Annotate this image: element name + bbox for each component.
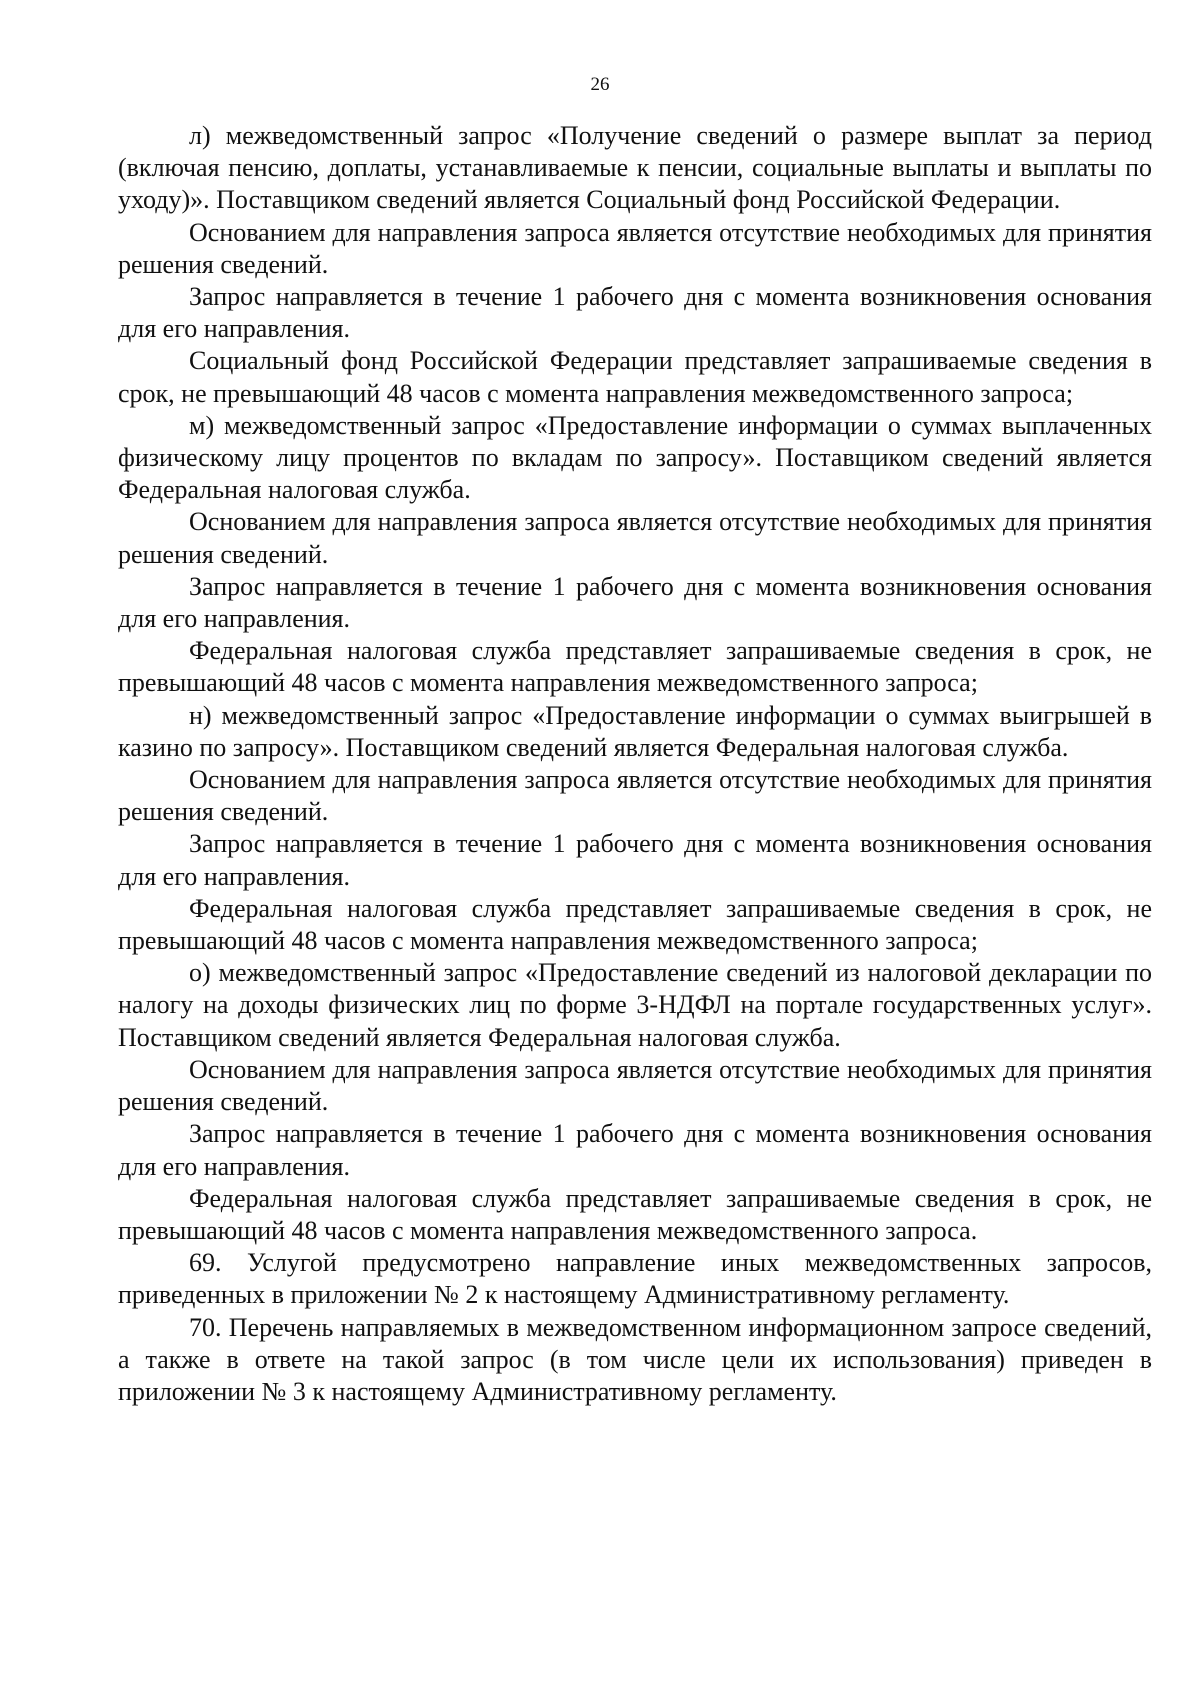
paragraph-m-request: м) межведомственный запрос «Предоставление информации о суммах выплаченных физическому лицу процентов по вкладам по запросу». Поставщиком сведений является Федеральная налоговая служба. xyxy=(118,410,1152,505)
paragraph-basis: Основанием для направления запроса является отсутствие необходимых для принятия решения сведений. xyxy=(118,217,1152,279)
paragraph-basis: Основанием для направления запроса является отсутствие необходимых для принятия решения сведений. xyxy=(118,507,1152,569)
paragraph-response-term: Социальный фонд Российской Федерации представляет запрашиваемые сведения в срок, не превышающий 48 часов с момента направления межведомственного запроса; xyxy=(118,346,1152,408)
paragraph-response-term: Федеральная налоговая служба представляет запрашиваемые сведения в срок, не превышающий 48 часов с момента направления межведомственного запроса; xyxy=(118,636,1152,698)
paragraph-clause-70: 70. Перечень направляемых в межведомственном информационном запросе сведений, а также в ответе на такой запрос (в том числе цели их использования) приведен в приложении № 3 к настоящему Административному регламенту. xyxy=(118,1312,1152,1406)
paragraph-n-request: н) межведомственный запрос «Предоставление информации о суммах выигрышей в казино по запросу». Поставщиком сведений является Федеральная налоговая служба. xyxy=(118,700,1152,762)
paragraph-deadline: Запрос направляется в течение 1 рабочего дня с момента возникновения основания для его направления. xyxy=(118,1119,1152,1181)
paragraph-deadline: Запрос направляется в течение 1 рабочего дня с момента возникновения основания для его направления. xyxy=(118,829,1152,891)
paragraph-clause-69: 69. Услугой предусмотрено направление иных межведомственных запросов, приведенных в приложении № 2 к настоящему Административному регламенту. xyxy=(118,1248,1152,1310)
paragraph-deadline: Запрос направляется в течение 1 рабочего дня с момента возникновения основания для его направления. xyxy=(118,571,1152,634)
page-number: 26 xyxy=(590,74,610,95)
paragraph-l-request: л) межведомственный запрос «Получение сведений о размере выплат за период (включая пенсию, доплаты, устанавливаемые к пенсии, социальные выплаты и выплаты по уходу)». Поставщиком сведений является Социальный фонд Российской Федерации. xyxy=(118,121,1152,215)
paragraph-deadline: Запрос направляется в течение 1 рабочего дня с момента возникновения основания для его направления. xyxy=(118,282,1152,344)
document-body xyxy=(118,120,1152,1408)
paragraph-response-term: Федеральная налоговая служба представляет запрашиваемые сведения в срок, не превышающий 48 часов с момента направления межведомственного запроса; xyxy=(118,893,1152,956)
paragraph-basis: Основанием для направления запроса является отсутствие необходимых для принятия решения сведений. xyxy=(118,1054,1152,1117)
paragraph-response-term: Федеральная налоговая служба представляет запрашиваемые сведения в срок, не превышающий 48 часов с момента направления межведомственного запроса. xyxy=(118,1183,1152,1245)
paragraph-o-request: о) межведомственный запрос «Предоставление сведений из налоговой декларации по налогу на доходы физических лиц по форме 3-НДФЛ на портале государственных услуг». Поставщиком сведений является Федеральная налоговая служба. xyxy=(118,958,1152,1052)
paragraph-basis: Основанием для направления запроса является отсутствие необходимых для принятия решения сведений. xyxy=(118,765,1152,827)
